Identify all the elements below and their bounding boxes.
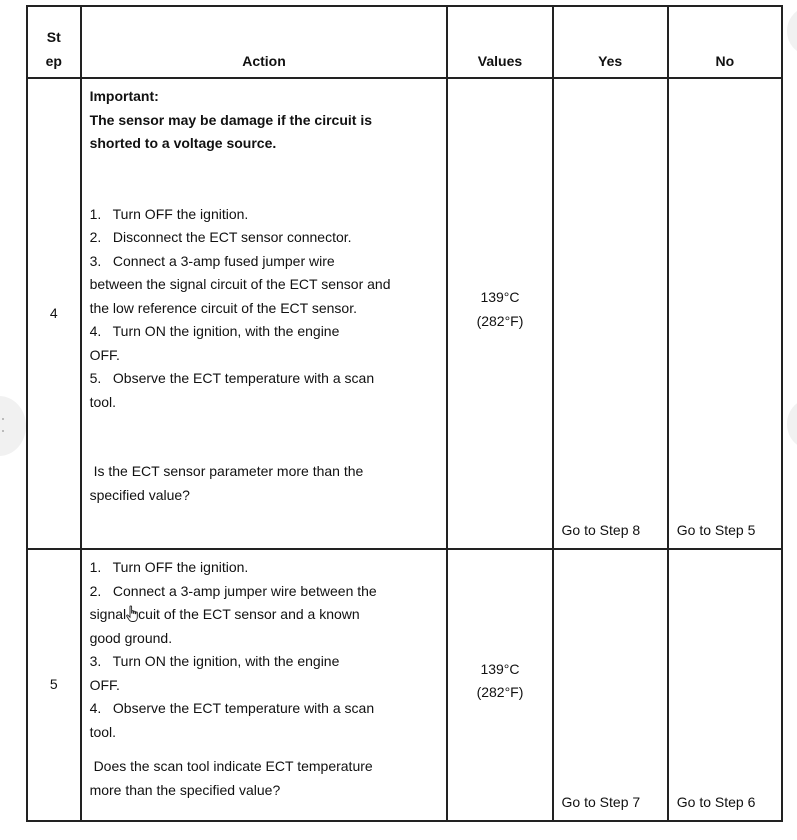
yes-cell — [553, 78, 668, 549]
header-action: Action — [81, 6, 448, 78]
action-cell — [81, 549, 448, 821]
value-celsius: 139°C — [480, 660, 520, 677]
value-fahrenheit: (282°F) — [476, 684, 524, 700]
question-line: Does the scan tool indicate ECT temperature — [93, 758, 373, 774]
yes-cell — [553, 549, 668, 821]
action-line: between the signal circuit of the ECT sensor and — [89, 276, 391, 292]
yes-go-to-link[interactable]: Go to Step 7 — [561, 793, 641, 810]
action-line — [90, 603, 439, 627]
table-row-step-5 — [27, 549, 782, 821]
action-line: 1. Turn OFF the ignition. — [89, 559, 249, 575]
action-line: 4. Turn ON the ignition, with the engine — [89, 323, 340, 339]
action-line: OFF. — [89, 676, 120, 693]
previous-page-button[interactable] — [0, 396, 26, 456]
no-go-to-link[interactable]: Go to Step 6 — [676, 793, 756, 810]
header-step-line1: St — [46, 29, 61, 45]
question-line: Is the ECT sensor parameter more than the — [93, 463, 364, 479]
action-line: the low reference circuit of the ECT sensor. — [89, 299, 357, 316]
important-text-line: The sensor may be damage if the circuit is — [89, 111, 372, 128]
table-row-step-4 — [27, 78, 782, 549]
no-cell — [668, 78, 782, 549]
side-action-button[interactable] — [787, 6, 797, 56]
header-yes: Yes — [553, 6, 668, 78]
header-step — [27, 6, 81, 78]
action-line: 2. Connect a 3-amp jumper wire between the — [89, 582, 377, 599]
header-row — [27, 6, 782, 78]
question-line: more than the specified value? — [89, 781, 281, 798]
no-cell — [668, 549, 782, 821]
value-fahrenheit: (282°F) — [476, 312, 524, 329]
action-line: 4. Observe the ECT temperature with a scan — [89, 700, 375, 716]
action-line: 3. Connect a 3-amp fused jumper wire — [89, 252, 335, 269]
value-celsius: 139°C — [480, 289, 520, 305]
action-line: 2. Disconnect the ECT sensor connector. — [89, 229, 352, 245]
no-go-to-link[interactable]: Go to Step 5 — [676, 521, 756, 538]
dots-icon — [2, 418, 6, 436]
action-line: 3. Turn ON the ignition, with the engine — [89, 653, 340, 669]
header-no: No — [668, 6, 782, 78]
important-text-line: shorted to a voltage source. — [89, 135, 277, 151]
action-line-part: signal — [89, 606, 127, 622]
header-values: Values — [447, 6, 552, 78]
header-step-line2: ep — [45, 52, 62, 69]
action-line-part: cuit of the ECT sensor and a known — [138, 606, 360, 622]
next-page-button[interactable] — [787, 398, 797, 450]
step-number: 5 — [27, 549, 81, 821]
diagnostic-steps-table — [26, 5, 783, 822]
values-cell — [447, 549, 552, 821]
question-line: specified value? — [89, 486, 190, 503]
step-number: 4 — [27, 78, 81, 549]
action-line: good ground. — [89, 629, 173, 646]
values-cell — [447, 78, 552, 549]
action-line: tool. — [89, 723, 117, 740]
action-line: OFF. — [89, 346, 120, 363]
action-line: tool. — [89, 393, 117, 410]
action-line: 1. Turn OFF the ignition. — [89, 205, 249, 222]
action-line: 5. Observe the ECT temperature with a scan — [89, 370, 375, 386]
action-cell — [81, 78, 448, 549]
yes-go-to-link[interactable]: Go to Step 8 — [561, 521, 641, 538]
important-label: Important: — [89, 88, 159, 104]
